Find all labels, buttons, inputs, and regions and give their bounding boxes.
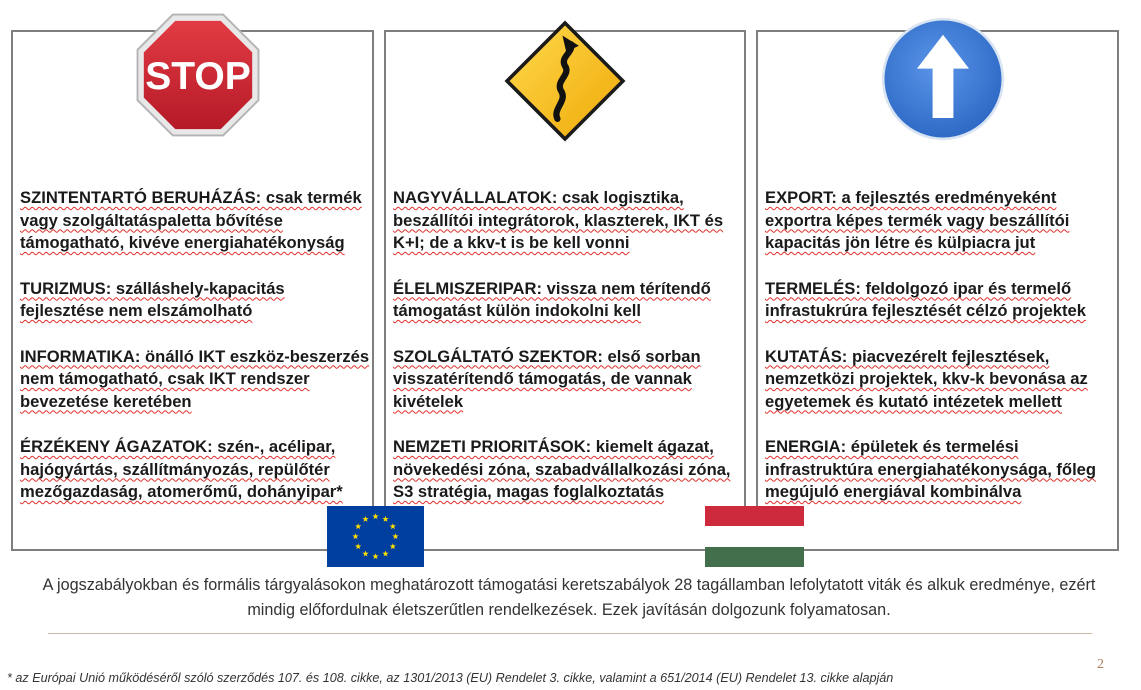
eu-star-icon xyxy=(372,513,378,519)
entry-erzekeny-agazatok: ÉRZÉKENY ÁGAZATOK: szén-, acélipar, hajógyártás, szállítmányozás, repülőtér mezőgazdaság, atomerőmű, dohányipar* xyxy=(20,437,343,501)
caption-text: A jogszabályokban és formális tárgyalásokon meghatározott támogatási keretszabályok 28 tagállamban lefolytatott viták és alkuk eredménye, ezért mindig előfordulnak életszerűtlen rendelkezések. Ezek javításán dolgozunk folyamatosan. xyxy=(42,576,1096,619)
panel-restrictions xyxy=(11,30,374,551)
stop-sign-icon xyxy=(135,12,261,138)
hungary-flag-icon xyxy=(705,506,804,567)
entry-informatika: INFORMATIKA: önálló IKT eszköz-beszerzés nem támogatható, csak IKT rendszer bevezetése keretében xyxy=(20,346,370,411)
eu-stars xyxy=(327,506,424,567)
eu-star-icon xyxy=(362,516,368,522)
eu-star-icon xyxy=(382,551,388,557)
eu-star-icon xyxy=(390,543,396,549)
panel-priorities xyxy=(756,30,1119,551)
winding-road-sign-icon xyxy=(502,18,628,144)
entry-turizmus: TURIZMUS: szálláshely-kapacitás fejlesztése nem elszámolható xyxy=(20,278,285,320)
eu-star-icon xyxy=(362,551,368,557)
eu-star-icon xyxy=(352,533,358,539)
entry-szolgaltato-szektor: SZOLGÁLTATÓ SZEKTOR: első sorban visszatérítendő támogatás, de vannak kivételek xyxy=(393,346,701,411)
eu-flag-icon xyxy=(327,506,424,567)
priorities-list xyxy=(765,187,1115,527)
eu-star-icon xyxy=(382,516,388,522)
hungary-flag-red-stripe xyxy=(705,506,804,526)
hungary-flag-white-stripe xyxy=(705,526,804,546)
entry-szintentarto: SZINTENTARTÓ BERUHÁZÁS: csak termék vagy szolgáltatáspaletta bővítése támogatható, kivéve energiahatékonyság xyxy=(20,188,362,252)
entry-nagyvallalatok: NAGYVÁLLALATOK: csak logisztika, beszállítói integrátorok, klaszterek, IKT és K+I; de a kkv-t is be kell vonni xyxy=(393,188,724,252)
entry-nemzeti-prioritasok: NEMZETI PRIORITÁSOK: kiemelt ágazat, növekedési zóna, szabadvállalkozási zóna, S3 stratégia, magas foglalkoztatás xyxy=(393,437,731,501)
eu-star-icon xyxy=(390,523,396,529)
entry-energia: ENERGIA: épületek és termelési infrastruktúra energiahatékonysága, főleg megújuló energiával kombinálva xyxy=(765,437,1097,501)
eu-star-icon xyxy=(392,533,398,539)
eu-star-icon xyxy=(372,553,378,559)
eu-star-icon xyxy=(355,543,361,549)
restrictions-list xyxy=(20,187,370,527)
up-arrow-sign-icon xyxy=(878,14,1008,144)
footnote: * az Európai Unió működéséről szóló szerződés 107. és 108. cikke, az 1301/2013 (EU) Rendelet 3. cikke, valamint a 651/2014 (EU) Rendelet 13. cikke alapján xyxy=(7,671,894,685)
panel-conditions xyxy=(384,30,746,551)
hungary-flag-green-stripe xyxy=(705,547,804,567)
entry-elelmiszeripar: ÉLELMISZERIPAR: vissza nem térítendő támogatást külön indokolni kell xyxy=(393,278,711,320)
divider xyxy=(48,633,1092,634)
entry-kutatas: KUTATÁS: piacvezérelt fejlesztések, nemzetközi projektek, kkv-k bevonása az egyetemek és kutató intézetek mellett xyxy=(765,346,1088,411)
eu-star-icon xyxy=(355,523,361,529)
svg-text:STOP: STOP xyxy=(145,54,251,98)
entry-termeles: TERMELÉS: feldolgozó ipar és termelő infrastukrúra fejlesztését célzó projektek xyxy=(765,278,1086,320)
page-number: 2 xyxy=(1097,657,1104,672)
entry-export: EXPORT: a fejlesztés eredményeként exportra képes termék vagy beszállítói kapacitás jön létre és külpiacra jut xyxy=(765,188,1070,252)
conditions-list xyxy=(393,187,742,527)
